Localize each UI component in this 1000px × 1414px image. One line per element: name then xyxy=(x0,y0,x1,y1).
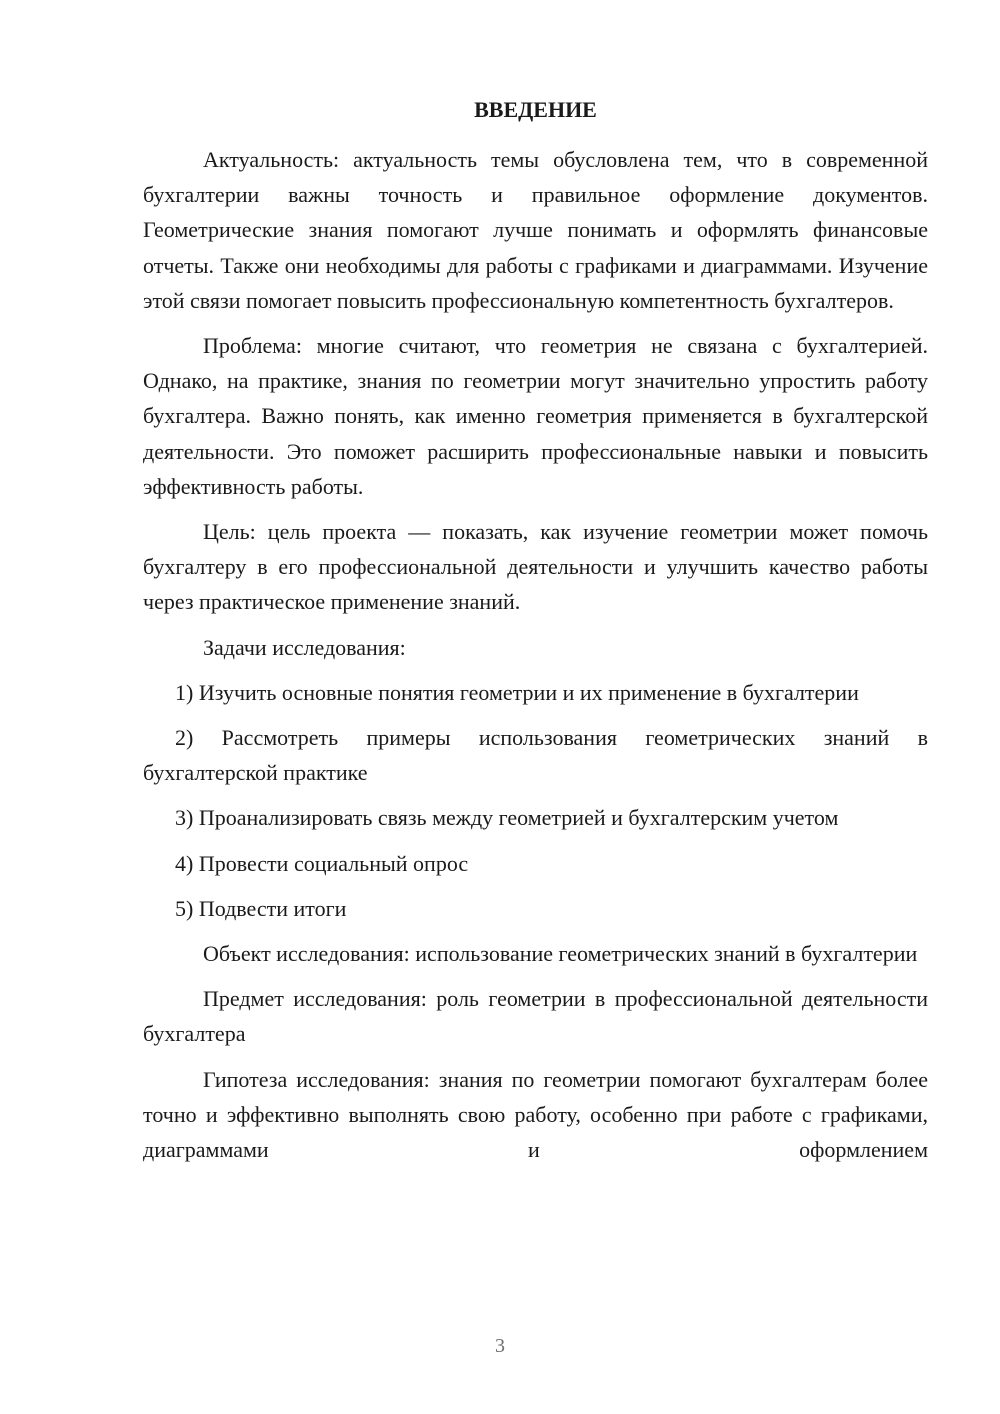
hypothesis-paragraph: Гипотеза исследования: знания по геометрии помогают бухгалтерам более точно и эффективно выполнять свою работу, особенно при работе с графиками, диаграммами и оформлением xyxy=(143,1066,928,1163)
goal-paragraph: Цель: цель проекта — показать, как изучение геометрии может помочь бухгалтеру в его профессиональной деятельности и улучшить качество работы через практическое применение знаний. xyxy=(143,519,928,615)
document-body xyxy=(143,96,928,1177)
task-item: 3) Проанализировать связь между геометрией и бухгалтерским учетом xyxy=(175,805,839,831)
task-item: 5) Подвести итоги xyxy=(175,895,347,921)
subject-paragraph: Предмет исследования: роль геометрии в профессиональной деятельности бухгалтера xyxy=(143,986,928,1047)
page-number: 3 xyxy=(495,1335,505,1357)
task-item: 4) Провести социальный опрос xyxy=(175,850,469,876)
object-paragraph: Объект исследования: использование геометрических знаний в бухгалтерии xyxy=(203,941,918,967)
task-item: 1) Изучить основные понятия геометрии и их применение в бухгалтерии xyxy=(175,679,859,705)
task-item: 2) Рассмотреть примеры использования геометрических знаний в бухгалтерской практике xyxy=(143,725,928,786)
problem-paragraph: Проблема: многие считают, что геометрия не связана с бухгалтерией. Однако, на практике, знания по геометрии могут значительно упростить работу бухгалтера. Важно понять, как именно геометрия применяется в бухгалтерской деятельности. Это поможет расширить профессиональные навыки и повысить эффективность работы. xyxy=(143,333,928,499)
section-title: ВВЕДЕНИЕ xyxy=(474,97,597,122)
tasks-heading: Задачи исследования: xyxy=(203,634,406,660)
relevance-paragraph: Актуальность: актуальность темы обусловлена тем, что в современной бухгалтерии важны точность и правильное оформление документов. Геометрические знания помогают лучше понимать и оформлять финансовые отчеты. Также они необходимы для работы с графиками и диаграммами. Изучение этой связи помогает повысить профессиональную компетентность бухгалтеров. xyxy=(143,147,928,313)
